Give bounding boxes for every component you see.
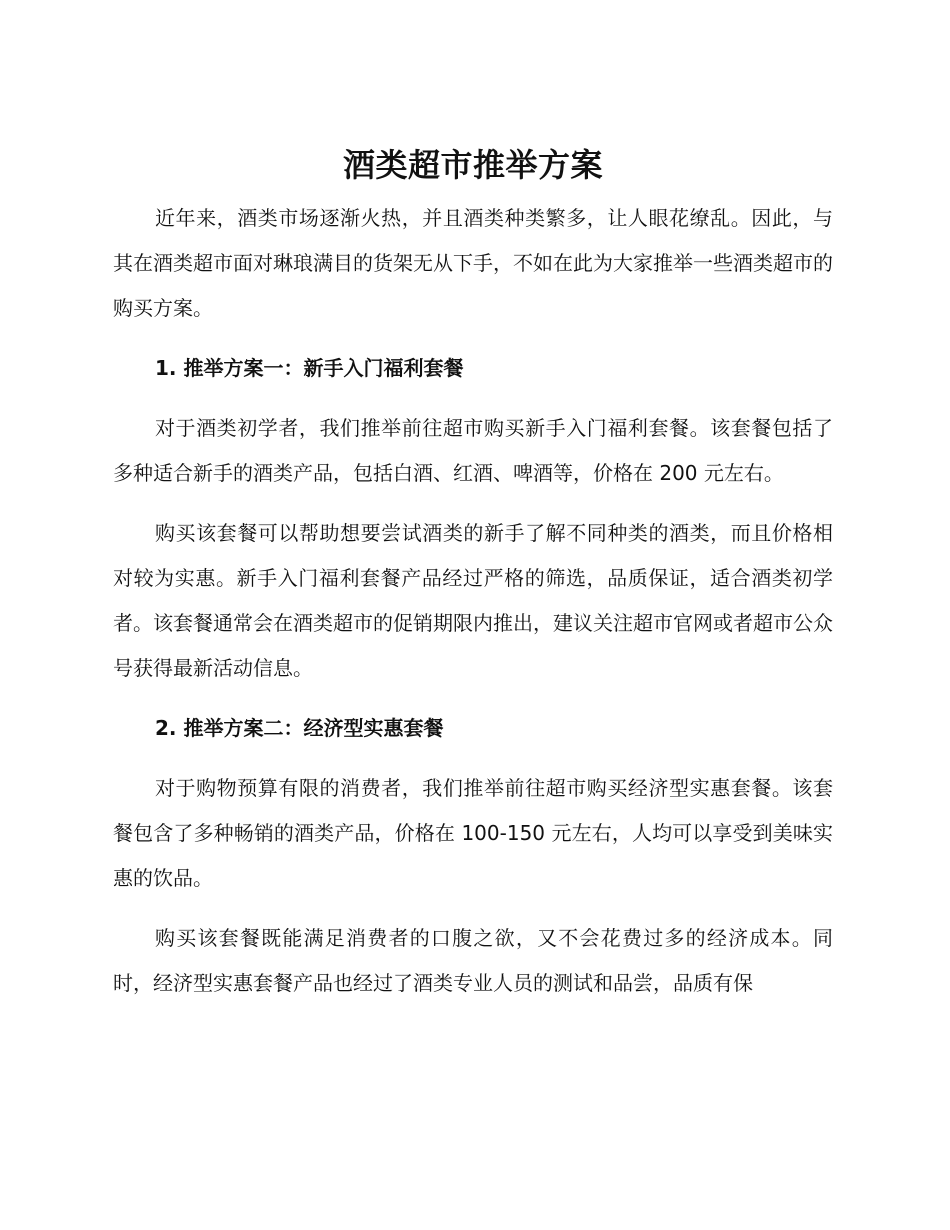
section-plan-1: [113, 346, 833, 691]
document-page: [113, 146, 833, 1006]
intro-paragraph: 近年来，酒类市场逐渐火热，并且酒类种类繁多，让人眼花缭乱。因此，与其在酒类超市面对琳琅满目的货架无从下手，不如在此为大家推举一些酒类超市的购买方案。: [113, 206, 833, 321]
section-paragraph: 对于购物预算有限的消费者，我们推举前往超市购买经济型实惠套餐。该套餐包含了多种畅销的酒类产品，价格在 100-150 元左右，人均可以享受到美味实惠的饮品。: [113, 776, 833, 891]
section-heading: 2. 推举方案二：经济型实惠套餐: [155, 716, 444, 741]
section-paragraph: 对于酒类初学者，我们推举前往超市购买新手入门福利套餐。该套餐包括了多种适合新手的酒类产品，包括白酒、红酒、啤酒等，价格在 200 元左右。: [113, 416, 833, 486]
section-paragraph: 购买该套餐可以帮助想要尝试酒类的新手了解不同种类的酒类，而且价格相对较为实惠。新手入门福利套餐产品经过严格的筛选，品质保证，适合酒类初学者。该套餐通常会在酒类超市的促销期限内推出，建议关注超市官网或者超市公众号获得最新活动信息。: [113, 521, 833, 681]
section-paragraph: 购买该套餐既能满足消费者的口腹之欲，又不会花费过多的经济成本。同时，经济型实惠套餐产品也经过了酒类专业人员的测试和品尝，品质有保: [113, 926, 833, 996]
page-title: 酒类超市推举方案: [342, 146, 603, 184]
section-plan-2: [113, 706, 833, 1006]
section-heading: 1. 推举方案一：新手入门福利套餐: [155, 356, 464, 381]
